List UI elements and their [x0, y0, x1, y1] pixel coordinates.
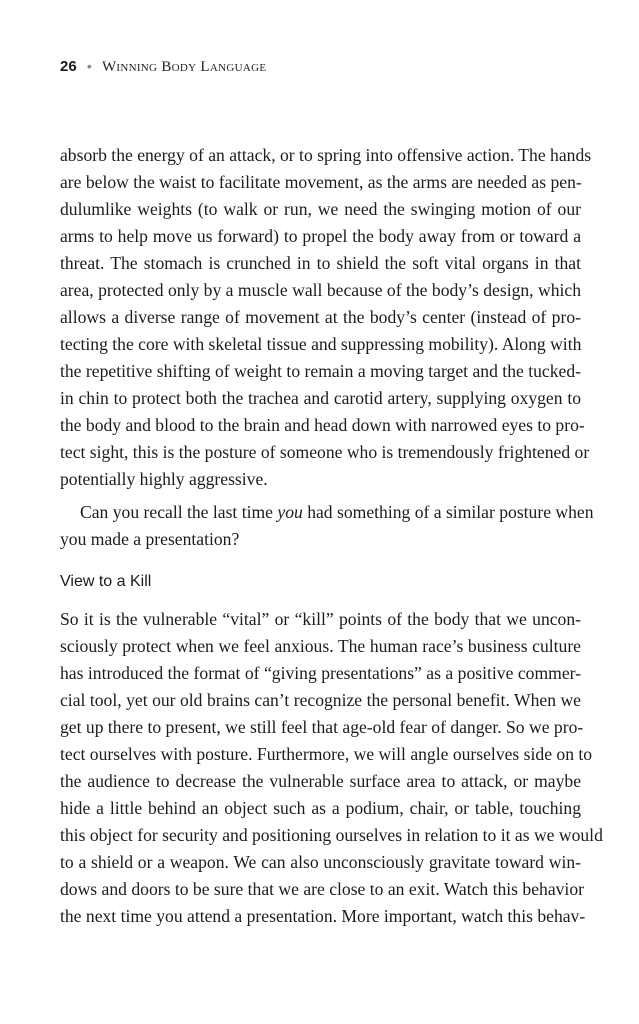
- text-line: has introduced the format of “giving presentations” as a positive commer-: [60, 663, 581, 683]
- section-heading: View to a Kill: [60, 573, 152, 590]
- text-line: sciously protect when we feel anxious. The human race’s business culture: [60, 636, 581, 656]
- paragraph-3: [60, 606, 603, 930]
- text-line: in chin to protect both the trachea and carotid artery, supplying oxygen to: [60, 388, 581, 408]
- text-line: the body and blood to the brain and head down with narrowed eyes to pro-: [60, 415, 585, 435]
- text-line: tect ourselves with posture. Furthermore, we will angle ourselves side on to: [60, 744, 593, 764]
- text-line: absorb the energy of an attack, or to spring into offensive action. The hands: [60, 145, 592, 165]
- text-line: potentially highly aggressive.: [60, 469, 268, 489]
- text-line: hide a little behind an object such as a podium, chair, or table, touching: [60, 798, 581, 818]
- text-line: tecting the core with skeletal tissue and suppressing mobility). Along with: [60, 334, 582, 354]
- text-line: to a shield or a weapon. We can also unconsciously gravitate toward win-: [60, 852, 581, 872]
- text-line: threat. The stomach is crunched in to shield the soft vital organs in that: [60, 253, 581, 273]
- paragraph-1: [60, 142, 592, 493]
- text-line: allows a diverse range of movement at the body’s center (instead of pro-: [60, 307, 581, 327]
- header-bullet: •: [86, 58, 92, 74]
- emphasis-you: you: [277, 502, 303, 522]
- text-line: cial tool, yet our old brains can’t recognize the personal benefit. When we: [60, 690, 581, 710]
- text-line: this object for security and positioning ourselves in relation to it as we would: [60, 825, 603, 845]
- text-line: dows and doors to be sure that we are close to an exit. Watch this behavior: [60, 879, 584, 899]
- text-line: get up there to present, we still feel that age-old fear of danger. So we pro-: [60, 717, 584, 737]
- running-header: [60, 56, 266, 77]
- text-line: dulumlike weights (to walk or run, we need the swinging motion of our: [60, 199, 581, 219]
- text-line: area, protected only by a muscle wall because of the body’s design, which: [60, 280, 581, 300]
- text-line: [60, 499, 594, 526]
- text-line: the repetitive shifting of weight to remain a moving target and the tucked-: [60, 361, 581, 381]
- page-number: 26: [60, 58, 77, 75]
- text-line: the next time you attend a presentation. More important, watch this behav-: [60, 906, 586, 926]
- text-run: had something of a similar posture when: [302, 502, 594, 522]
- text-run: Can you recall the last time: [80, 502, 278, 522]
- text-line: are below the waist to facilitate movement, as the arms are needed as pen-: [60, 172, 582, 192]
- text-line: you made a presentation?: [60, 529, 240, 549]
- paragraph-2: [60, 499, 594, 553]
- running-title: Winning Body Language: [101, 59, 267, 75]
- text-line: the audience to decrease the vulnerable surface area to attack, or maybe: [60, 771, 581, 791]
- text-line: So it is the vulnerable “vital” or “kill” points of the body that we uncon-: [60, 609, 581, 629]
- text-line: tect sight, this is the posture of someone who is tremendously frightened or: [60, 442, 590, 462]
- text-line: arms to help move us forward) to propel the body away from or toward a: [60, 226, 581, 246]
